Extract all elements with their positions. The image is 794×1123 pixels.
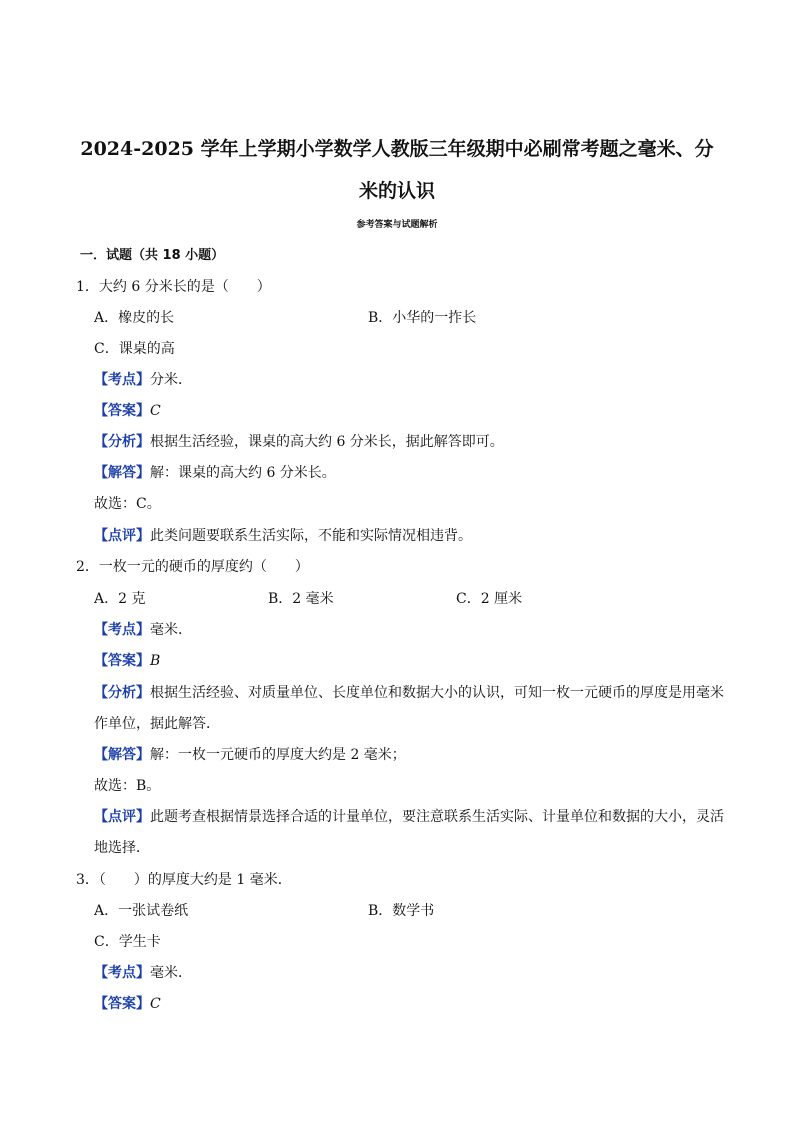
- q1-option-a: A．橡皮的长: [94, 310, 175, 326]
- analysis-text: 根据生活经验、对质量单位、长度单位和数据大小的认识，可知一枚一元硬币的厚度是用毫米: [150, 685, 724, 701]
- kaodian-tag: 【考点】: [94, 372, 150, 388]
- page-title: [60, 128, 734, 212]
- kaodian-text: 分米．: [150, 372, 192, 388]
- q2-option-b: B．2 毫米: [268, 591, 334, 607]
- title-line-1: 2024-2025 学年上学期小学数学人教版三年级期中必刷常考题之毫米、分: [80, 138, 714, 160]
- answer-text: B: [150, 653, 161, 669]
- q2-answer: [94, 651, 160, 671]
- q2-stem: 2．一枚一元的硬币的厚度约（ ）: [76, 559, 309, 575]
- answer-tag: 【答案】: [94, 403, 150, 419]
- analysis-tag: 【分析】: [94, 434, 150, 450]
- q1-option-c: C．课桌的高: [94, 341, 175, 357]
- solution-tag: 【解答】: [94, 465, 150, 481]
- q2-analysis: [94, 683, 724, 703]
- q1-choice: 故选：C。: [94, 496, 161, 512]
- q2-analysis-cont: 作单位，据此解答．: [94, 716, 220, 732]
- q1-kaodian: [94, 370, 192, 390]
- q2-solution: [94, 745, 406, 765]
- q1-comment: [94, 526, 472, 546]
- answer-tag: 【答案】: [94, 653, 150, 669]
- analysis-tag: 【分析】: [94, 685, 150, 701]
- kaodian-text: 毫米．: [150, 622, 192, 638]
- answer-tag: 【答案】: [94, 996, 150, 1012]
- page-subtitle: 参考答案与试题解析: [356, 220, 438, 230]
- answer-text: C: [150, 403, 161, 419]
- q2-comment-cont: 地选择．: [94, 840, 150, 856]
- q2-choice: 故选：B。: [94, 778, 161, 794]
- q3-kaodian: [94, 963, 192, 983]
- solution-text: 解：一枚一元硬币的厚度大约是 2 毫米；: [150, 747, 406, 763]
- q1-answer: [94, 401, 161, 421]
- q2-kaodian: [94, 620, 192, 640]
- title-line-2: 米的认识: [358, 180, 435, 202]
- q3-option-b: B．数学书: [368, 903, 435, 919]
- q1-option-b: B．小华的一拃长: [368, 310, 477, 326]
- section-heading: 一．试题（共 18 小题）: [80, 248, 225, 263]
- q2-option-c: C．2 厘米: [456, 591, 523, 607]
- comment-tag: 【点评】: [94, 809, 150, 825]
- q2-comment: [94, 807, 724, 827]
- q3-option-c: C．学生卡: [94, 934, 161, 950]
- analysis-text: 根据生活经验，课桌的高大约 6 分米长，据此解答即可。: [150, 434, 504, 450]
- kaodian-tag: 【考点】: [94, 965, 150, 981]
- comment-tag: 【点评】: [94, 528, 150, 544]
- kaodian-tag: 【考点】: [94, 622, 150, 638]
- q1-analysis: [94, 432, 504, 452]
- solution-tag: 【解答】: [94, 747, 150, 763]
- q1-solution: [94, 463, 336, 483]
- answer-text: C: [150, 996, 161, 1012]
- comment-text: 此题考查根据情景选择合适的计量单位，要注意联系生活实际、计量单位和数据的大小，灵活: [150, 809, 724, 825]
- q1-stem: 1．大约 6 分米长的是（ ）: [76, 279, 271, 295]
- q3-option-a: A．一张试卷纸: [94, 903, 189, 919]
- comment-text: 此类问题要联系生活实际，不能和实际情况相违背。: [150, 528, 472, 544]
- solution-text: 解：课桌的高大约 6 分米长。: [150, 465, 336, 481]
- q3-stem: 3．（ ）的厚度大约是 1 毫米．: [76, 872, 292, 888]
- q3-answer: [94, 994, 161, 1014]
- kaodian-text: 毫米．: [150, 965, 192, 981]
- q2-option-a: A．2 克: [94, 591, 146, 607]
